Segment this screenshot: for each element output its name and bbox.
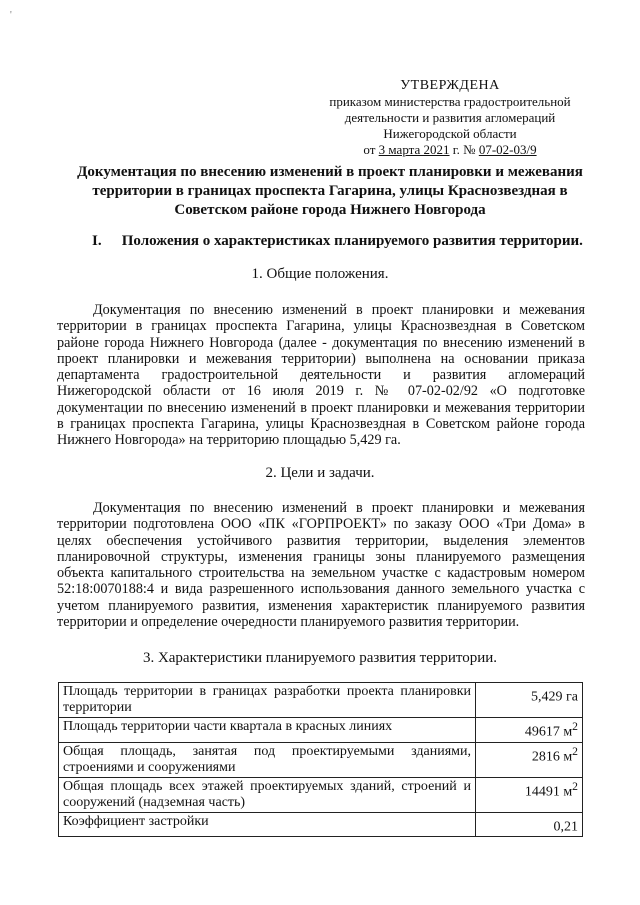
approval-line: приказом министерства градостроительной bbox=[329, 94, 571, 109]
table-cell-label: Общая площадь всех этажей проектируемых зданий, строений и сооружений (надземная часть) bbox=[59, 777, 476, 812]
table-cell-label: Коэффициент застройки bbox=[59, 812, 476, 837]
table-row bbox=[59, 683, 583, 718]
table-cell-value: 49617 $м^2$ bbox=[476, 718, 583, 743]
table-cell-label: Площадь территории части квартала в красных линиях bbox=[59, 718, 476, 743]
approval-stamp bbox=[300, 78, 600, 158]
approval-line: Нижегородской области bbox=[383, 126, 517, 141]
table-cell-label: Площадь территории в границах разработки проекта планировки территории bbox=[59, 683, 476, 718]
scan-mark: ' bbox=[10, 10, 12, 21]
approval-line: деятельности и развития агломераций bbox=[344, 110, 556, 125]
table-row bbox=[59, 742, 583, 777]
table-cell-label: Общая площадь, занятая под проектируемыми зданиями, строениями и сооружениями bbox=[59, 742, 476, 777]
approval-date: 3 марта 2021 bbox=[378, 142, 450, 157]
subsection-goals: 2. Цели и задачи. bbox=[265, 465, 375, 481]
subsection-general: 1. Общие положения. bbox=[251, 266, 389, 282]
table-cell-value: 2816 $м^2$ bbox=[476, 742, 583, 777]
section-title: Положения о характеристиках планируемого развития территории. bbox=[121, 233, 583, 249]
table-row bbox=[59, 718, 583, 743]
approval-date-line bbox=[300, 142, 600, 158]
paragraph-general: Документация по внесению изменений в проект планировки и межевания территории в границах проспекта Гагарина, улицы Краснозвездная в Советском районе города Нижнего Новгорода (далее - документация по внесению изменений в проект планировки и межевания территории) выполнена на основании приказа департамента градостроительной деятельности и развития агломераций Нижегородской области от 16 июля 2019 г. № 07-02-02/92 «О подготовке документации по внесению изменений в проект планировки и межевания территории в границах проспекта Гагарина, улицы Краснозвездная в Советском районе города Нижнего Новгорода» на территорию площадью 5,429 га. bbox=[57, 302, 585, 449]
approval-date-mid: г. № bbox=[449, 142, 479, 157]
document-title: Документация по внесению изменений в проект планировки и межевания территории в границах проспекта Гагарина, улицы Краснозвездная в Советском районе города Нижнего Новгорода bbox=[77, 164, 583, 218]
table-cell-value: 5,429 га bbox=[476, 683, 583, 718]
table-row bbox=[59, 812, 583, 837]
approval-number: 07-02-03/9 bbox=[478, 142, 537, 157]
section-heading bbox=[92, 233, 592, 250]
characteristics-table bbox=[58, 682, 583, 837]
table-cell-value: 14491 $м^2$ bbox=[476, 777, 583, 812]
table-row bbox=[59, 777, 583, 812]
subsection-characteristics: 3. Характеристики планируемого развития территории. bbox=[142, 650, 498, 666]
table-cell-value: 0,21 bbox=[476, 812, 583, 837]
section-number: I. bbox=[92, 233, 102, 249]
approval-date-prefix: от bbox=[363, 142, 379, 157]
approval-heading: УТВЕРЖДЕНА bbox=[400, 78, 500, 93]
paragraph-goals: Документация по внесению изменений в проект планировки и межевания территории подготовлена ООО «ПК «ГОРПРОЕКТ» по заказу ООО «Три Дома» в целях обеспечения устойчивого развития территории, выделения элементов планировочной структуры, изменения границы зоны планируемого размещения объекта капитального строительства на земельном участке с кадастровым номером 52:18:0070188:4 и вида разрешенного использования данного земельного участка с учетом планируемого развития, изменения характеристик планируемого развития территории и определение очередности планируемого развития территории. bbox=[57, 500, 585, 631]
